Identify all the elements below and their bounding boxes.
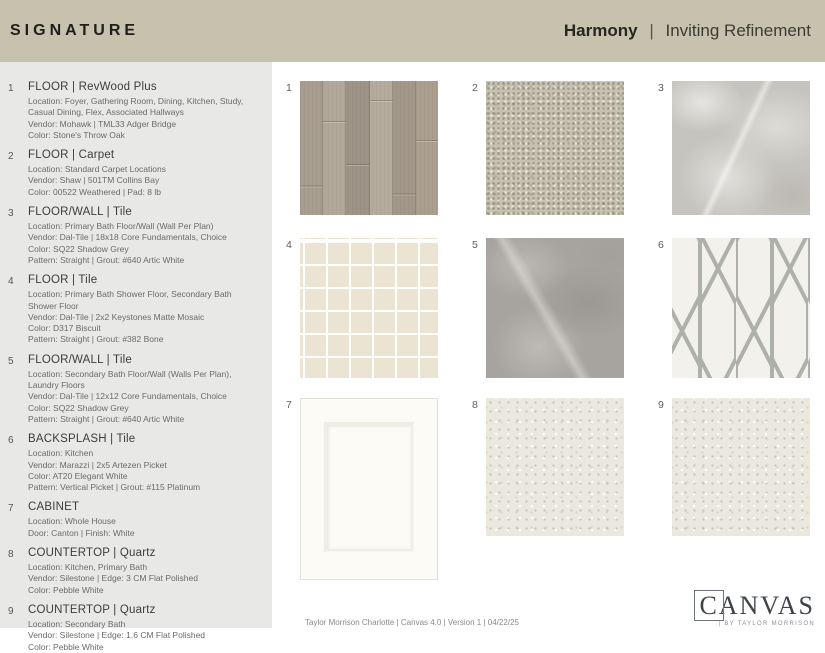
spec-item-color: Color: SQ22 Shadow Grey bbox=[28, 243, 129, 254]
canvas-logo-word: CANVAS bbox=[699, 591, 815, 620]
spec-item-number: 4 bbox=[8, 276, 14, 288]
swatch-cell-4 bbox=[286, 238, 438, 378]
spec-item-location: Location: Primary Bath Shower Floor, Secondary Bath Shower Floor bbox=[28, 289, 232, 311]
spec-item-body bbox=[28, 433, 262, 493]
swatch-number: 2 bbox=[472, 82, 478, 94]
swatch-cell-8 bbox=[472, 398, 624, 536]
wood-plank bbox=[416, 81, 438, 215]
swatch-cell-7 bbox=[286, 398, 438, 580]
spec-item-title: COUNTERTOP | Quartz bbox=[28, 547, 156, 560]
swatch-tile-shadow-grey-18 bbox=[672, 81, 810, 215]
spec-item-body bbox=[28, 501, 262, 539]
spec-item-backsplash-tile bbox=[8, 433, 262, 493]
spec-item-body bbox=[28, 547, 262, 596]
spec-item-location: Location: Foyer, Gathering Room, Dining, Kitchen, Study, Casual Dining, Flex, Associated Hallways bbox=[28, 96, 244, 118]
spec-item-pattern: Pattern: Straight | Grout: #382 Bone bbox=[28, 334, 164, 345]
spec-item-title: FLOOR/WALL | Tile bbox=[28, 206, 132, 219]
spec-item-body bbox=[28, 604, 262, 653]
swatch-picket-tile bbox=[672, 238, 810, 378]
canvas-logo-tagline: | BY TAYLOR MORRISON bbox=[718, 621, 815, 627]
spec-item-number: 6 bbox=[8, 435, 14, 447]
spec-item-countertop-secondary bbox=[8, 604, 262, 653]
swatch-number: 8 bbox=[472, 399, 478, 411]
cabinet-door-panel bbox=[325, 423, 413, 551]
spec-item-location: Location: Primary Bath Floor/Wall (Wall Per Plan) bbox=[28, 221, 214, 232]
wood-plank bbox=[393, 81, 416, 215]
spec-item-location: Location: Kitchen bbox=[28, 448, 94, 459]
spec-item-number: 2 bbox=[8, 151, 14, 163]
spec-item-number: 8 bbox=[8, 549, 14, 561]
spec-item-number: 7 bbox=[8, 503, 14, 515]
spec-item-pattern: Pattern: Straight | Grout: #640 Artic White bbox=[28, 413, 185, 424]
spec-item-floor-revwood bbox=[8, 81, 262, 141]
spec-item-vendor: Vendor: Silestone | Edge: 1.6 CM Flat Polished bbox=[28, 630, 206, 641]
swatch-number: 3 bbox=[658, 82, 664, 94]
spec-item-floorwall-tile-18 bbox=[8, 206, 262, 266]
swatch-quartz-secondary bbox=[672, 398, 810, 536]
collection-subtitle: Inviting Refinement bbox=[665, 21, 811, 40]
wood-plank bbox=[370, 81, 393, 215]
spec-item-floorwall-tile-12 bbox=[8, 354, 262, 425]
spec-item-title: BACKSPLASH | Tile bbox=[28, 433, 136, 446]
spec-item-pattern: Pattern: Straight | Grout: #640 Artic White bbox=[28, 254, 185, 265]
swatch-number: 7 bbox=[286, 399, 292, 411]
swatch-mosaic-biscuit bbox=[300, 238, 438, 378]
spec-item-pattern: Pattern: Vertical Picket | Grout: #115 Platinum bbox=[28, 482, 201, 493]
spec-item-title: FLOOR | Tile bbox=[28, 274, 98, 287]
spec-item-location: Location: Standard Carpet Locations bbox=[28, 164, 166, 175]
spec-item-color: Color: Pebble White bbox=[28, 641, 104, 652]
spec-item-number: 5 bbox=[8, 355, 14, 367]
header bbox=[0, 0, 825, 62]
spec-item-countertop-kitchen bbox=[8, 547, 262, 596]
spec-item-number: 9 bbox=[8, 605, 14, 617]
swatch-carpet bbox=[486, 81, 624, 215]
spec-item-vendor: Vendor: Silestone | Edge: 3 CM Flat Polished bbox=[28, 573, 198, 584]
spec-item-door: Door: Canton | Finish: White bbox=[28, 527, 135, 538]
spec-list bbox=[0, 62, 272, 652]
spec-item-color: Color: 00522 Weathered | Pad: 8 lb bbox=[28, 186, 161, 197]
swatch-number: 4 bbox=[286, 239, 292, 251]
spec-item-vendor: Vendor: Marazzi | 2x5 Artezen Picket bbox=[28, 459, 167, 470]
spec-item-location: Location: Secondary Bath Floor/Wall (Walls Per Plan), Laundry Floors bbox=[28, 368, 232, 391]
spec-item-body bbox=[28, 206, 262, 266]
spec-item-location: Location: Kitchen, Primary Bath bbox=[28, 562, 148, 573]
collection-name: Harmony bbox=[563, 21, 638, 40]
brand-logo: SIGNATURE bbox=[10, 22, 140, 39]
swatch-cell-2 bbox=[472, 81, 624, 215]
swatch-cell-5 bbox=[472, 238, 624, 378]
spec-item-vendor: Vendor: Dal-Tile | 12x12 Core Fundamentals, Choice bbox=[28, 391, 227, 402]
canvas-logo-text bbox=[699, 593, 815, 619]
spec-item-body bbox=[28, 354, 262, 425]
spec-item-vendor: Vendor: Dal-Tile | 2x2 Keystones Matte Mosaic bbox=[28, 311, 205, 322]
spec-item-title: CABINET bbox=[28, 501, 80, 514]
spec-item-vendor: Vendor: Dal-Tile | 18x18 Core Fundamentals, Choice bbox=[28, 232, 227, 243]
spec-item-color: Color: D317 Biscuit bbox=[28, 323, 101, 334]
version-note: Taylor Morrison Charlotte | Canvas 4.0 | Version 1 | 04/22/25 bbox=[305, 618, 519, 627]
wood-plank bbox=[300, 81, 323, 215]
spec-item-color: Color: Pebble White bbox=[28, 584, 104, 595]
picket-tile-pattern bbox=[672, 238, 810, 378]
swatch-cell-3 bbox=[658, 81, 810, 215]
swatch-cell-6 bbox=[658, 238, 810, 378]
swatch-number: 6 bbox=[658, 239, 664, 251]
spec-item-number: 3 bbox=[8, 208, 14, 220]
spec-item-cabinet bbox=[8, 501, 262, 539]
collection-title bbox=[564, 21, 811, 41]
swatch-number: 1 bbox=[286, 82, 292, 94]
spec-item-title: FLOOR | RevWood Plus bbox=[28, 81, 157, 93]
swatch-grid bbox=[272, 62, 825, 628]
title-separator: | bbox=[649, 21, 654, 40]
spec-item-location: Location: Whole House bbox=[28, 516, 116, 527]
spec-item-title: FLOOR | Carpet bbox=[28, 149, 115, 162]
spec-item-color: Color: Stone's Throw Oak bbox=[28, 129, 125, 140]
canvas-logo bbox=[699, 593, 815, 627]
spec-item-vendor: Vendor: Shaw | 501TM Collins Bay bbox=[28, 175, 160, 186]
swatch-wood-flooring bbox=[300, 81, 438, 215]
spec-item-location: Location: Secondary Bath bbox=[28, 618, 126, 629]
swatch-cell-9 bbox=[658, 398, 810, 536]
swatch-number: 9 bbox=[658, 399, 664, 411]
spec-item-color: Color: SQ22 Shadow Grey bbox=[28, 402, 129, 413]
swatch-quartz-kitchen bbox=[486, 398, 624, 536]
wood-plank bbox=[323, 81, 346, 215]
swatch-tile-shadow-grey-12 bbox=[486, 238, 624, 378]
spec-item-number: 1 bbox=[8, 83, 14, 94]
swatch-number: 5 bbox=[472, 239, 478, 251]
spec-item-title: COUNTERTOP | Quartz bbox=[28, 603, 156, 616]
swatch-cabinet-door bbox=[300, 398, 438, 580]
spec-item-vendor: Vendor: Mohawk | TML33 Adger Bridge bbox=[28, 118, 177, 129]
spec-item-floor-tile-mosaic bbox=[8, 274, 262, 345]
spec-item-title: FLOOR/WALL | Tile bbox=[28, 353, 132, 366]
spec-item-body bbox=[28, 149, 262, 198]
wood-plank bbox=[346, 81, 369, 215]
spec-item-color: Color: AT20 Elegant White bbox=[28, 470, 128, 481]
spec-item-floor-carpet bbox=[8, 149, 262, 198]
spec-item-body bbox=[28, 274, 262, 345]
swatch-cell-1 bbox=[286, 81, 438, 215]
spec-item-body bbox=[28, 81, 262, 141]
